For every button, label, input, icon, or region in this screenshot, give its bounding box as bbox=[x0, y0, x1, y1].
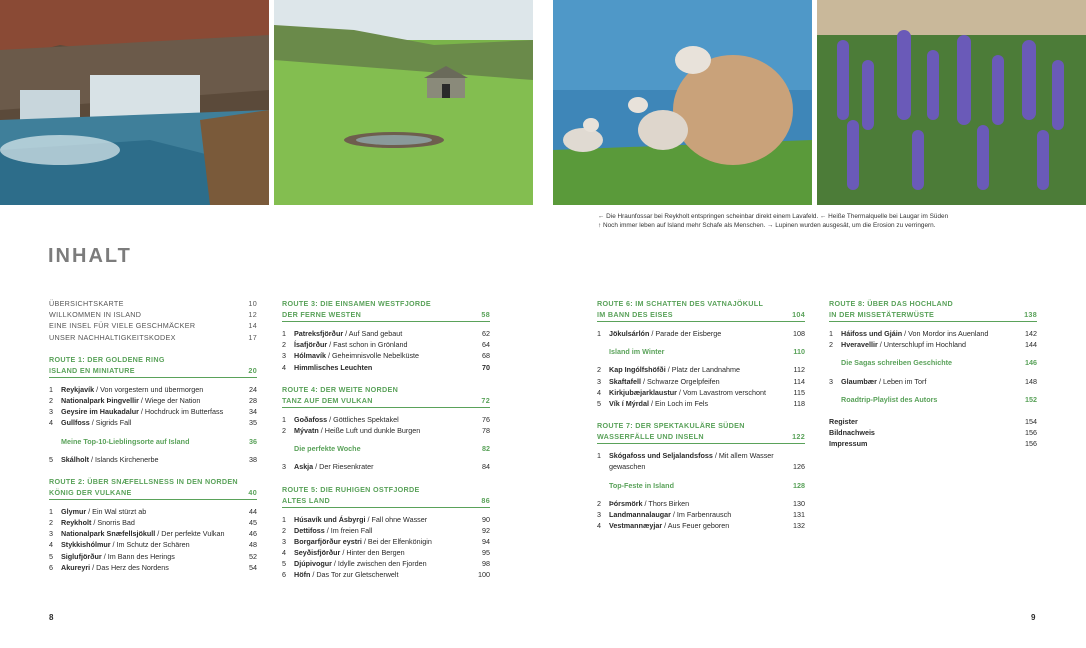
toc-entry[interactable]: 5 Skálholt / Islands Kirchenerbe 38 bbox=[49, 454, 257, 464]
toc-entry[interactable]: UNSER NACHHALTIGKEITSKODEX 17 bbox=[49, 332, 257, 342]
toc-entry[interactable]: 3 Glaumbær / Leben im Torf 148 bbox=[829, 376, 1037, 386]
photo-thermal-spring bbox=[274, 0, 533, 205]
route-5-heading[interactable]: ROUTE 5: DIE RUHIGEN OSTFJORDE ALTES LAND 86 bbox=[282, 484, 490, 508]
toc-entry[interactable]: 4 Seyðisfjörður / Hinter den Bergen 95 bbox=[282, 548, 490, 558]
caption-line: ← Die Hraunfossar bei Reykholt entspringen scheinbar direkt einem Lavafeld. ← Heiße Thermalquelle bei Laugar im Süden bbox=[598, 213, 949, 220]
toc-feature-entry[interactable]: Die perfekte Woche 82 bbox=[294, 444, 490, 454]
toc-entry[interactable]: Impressum 156 bbox=[829, 439, 1037, 449]
toc-entry[interactable]: 1 Skógafoss und Seljalandsfoss / Mit allem Wasser bbox=[597, 451, 774, 461]
toc-entry[interactable]: 2 Nationalpark Þingvellir / Wiege der Nation 28 bbox=[49, 395, 257, 405]
toc-column-4 bbox=[829, 298, 1037, 450]
toc-feature-entry[interactable]: Meine Top-10-Lieblingsorte auf Island 36 bbox=[61, 436, 257, 446]
page-title: INHALT bbox=[48, 245, 132, 267]
caption-line: ↑ Noch immer leben auf Island mehr Schafe als Menschen. → Lupinen wurden ausgesät, um die Erosion zu verringern. bbox=[598, 222, 936, 230]
front-matter bbox=[49, 298, 257, 343]
toc-entry[interactable]: WILLKOMMEN IN ISLAND 12 bbox=[49, 310, 257, 320]
photo-lupines bbox=[817, 0, 1086, 205]
toc-entry[interactable]: 1 Jökulsárlón / Parade der Eisberge 108 bbox=[597, 329, 805, 338]
route-1-heading[interactable]: ROUTE 1: DER GOLDENE RING ISLAND EN MINIATURE 20 bbox=[49, 354, 257, 378]
toc-entry[interactable]: 2 Ísafjörður / Fast schon in Grönland 64 bbox=[282, 340, 490, 350]
toc-entry[interactable]: 3 Landmannalaugar / Im Farbenrausch 131 bbox=[597, 509, 805, 519]
toc-entry[interactable]: 2 Þórsmörk / Thors Birken 130 bbox=[597, 498, 805, 508]
route-2-heading[interactable]: ROUTE 2: ÜBER SNÆFELLSNESS IN DEN NORDEN KÖNIG DER VULKANE 40 bbox=[49, 476, 257, 500]
route-7-heading[interactable]: ROUTE 7: DER SPEKTAKULÄRE SÜDEN WASSERFÄLLE UND INSELN 122 bbox=[597, 420, 805, 444]
photo-sheep bbox=[553, 0, 812, 205]
toc-entry[interactable]: 2 Mývatn / Heiße Luft und dunkle Burgen 78 bbox=[282, 425, 490, 435]
route-4-heading[interactable]: ROUTE 4: DER WEITE NORDEN TANZ AUF DEM VULKAN 72 bbox=[282, 384, 490, 408]
toc-entry[interactable]: 2 Reykholt / Snorris Bad 45 bbox=[49, 518, 257, 528]
route-6-heading[interactable]: ROUTE 6: IM SCHATTEN DES VATNAJÖKULL IM BANN DES EISES 104 bbox=[597, 298, 805, 322]
toc-entry[interactable]: 6 Akureyri / Das Herz des Nordens 54 bbox=[49, 562, 257, 572]
toc-entry-continuation[interactable]: gewaschen 126 bbox=[609, 462, 805, 472]
toc-entry[interactable]: 3 Borgarfjörður eystri / Bei der Elfenkönigin 94 bbox=[282, 536, 490, 546]
page-number-right: 9 bbox=[1031, 613, 1036, 622]
toc-entry[interactable]: 3 Geysire im Haukadalur / Hochdruck im Butterfass 34 bbox=[49, 407, 257, 417]
photo-hraunfossar bbox=[0, 0, 269, 205]
toc-entry[interactable]: 2 Dettifoss / Im freien Fall 92 bbox=[282, 525, 490, 535]
toc-entry[interactable]: 6 Höfn / Das Tor zur Gletscherwelt 100 bbox=[282, 570, 490, 580]
toc-entry[interactable]: 4 Gullfoss / Sigrids Fall 35 bbox=[49, 418, 257, 428]
toc-entry[interactable]: 5 Siglufjörður / Im Bann des Herings 52 bbox=[49, 551, 257, 561]
toc-entry[interactable]: 2 Hveravellir / Unterschlupf im Hochland 144 bbox=[829, 340, 1037, 350]
toc-entry[interactable]: EINE INSEL FÜR VIELE GESCHMÄCKER 14 bbox=[49, 321, 257, 331]
toc-entry[interactable]: 3 Nationalpark Snæfellsjökull / Der perfekte Vulkan 46 bbox=[49, 529, 257, 539]
toc-entry[interactable]: 1 Húsavík und Ásbyrgi / Fall ohne Wasser 90 bbox=[282, 514, 490, 524]
toc-entry[interactable]: 1 Reykjavík / Von vorgestern und übermorgen 24 bbox=[49, 384, 257, 394]
toc-entry[interactable]: 1 Goðafoss / Göttliches Spektakel 76 bbox=[282, 414, 490, 424]
toc-entry[interactable]: 3 Askja / Der Riesenkrater 84 bbox=[282, 462, 490, 472]
toc-feature-entry[interactable]: Island im Winter 110 bbox=[609, 347, 805, 357]
toc-entry[interactable]: 4 Stykkishólmur / Im Schutz der Schären 48 bbox=[49, 540, 257, 550]
photo-captions bbox=[598, 212, 1078, 231]
toc-entry[interactable]: Bildnachweis 156 bbox=[829, 428, 1037, 438]
toc-entry[interactable]: 2 Kap Ingólfshöfði / Platz der Landnahme 112 bbox=[597, 365, 805, 375]
toc-column-1 bbox=[49, 298, 257, 573]
toc-column-2 bbox=[282, 298, 490, 581]
toc-entry[interactable]: 4 Vestmannæyjar / Aus Feuer geboren 132 bbox=[597, 521, 805, 531]
toc-feature-entry[interactable]: Roadtrip-Playlist des Autors 152 bbox=[841, 394, 1037, 404]
toc-entry[interactable]: 5 Djúpivogur / Idylle zwischen den Fjorden 98 bbox=[282, 559, 490, 569]
toc-entry[interactable]: Register 154 bbox=[829, 416, 1037, 426]
route-8-heading[interactable]: ROUTE 8: ÜBER DAS HOCHLAND IN DER MISSETÄTERWÜSTE 138 bbox=[829, 298, 1037, 322]
back-matter bbox=[829, 416, 1037, 450]
toc-entry[interactable]: 4 Himmlisches Leuchten 70 bbox=[282, 362, 490, 372]
toc-entry[interactable]: 4 Kirkjubæjarklaustur / Vom Lavastrom verschont 115 bbox=[597, 387, 805, 397]
toc-entry[interactable]: 1 Glymur / Ein Wal stürzt ab 44 bbox=[49, 506, 257, 516]
toc-entry[interactable]: 1 Patreksfjörður / Auf Sand gebaut 62 bbox=[282, 329, 490, 338]
toc-feature-entry[interactable]: Die Sagas schreiben Geschichte 146 bbox=[841, 358, 1037, 368]
toc-column-3 bbox=[597, 298, 805, 531]
route-3-heading[interactable]: ROUTE 3: DIE EINSAMEN WESTFJORDE DER FERNE WESTEN 58 bbox=[282, 298, 490, 322]
toc-entry[interactable]: 3 Skaftafell / Schwarze Orgelpfeifen 114 bbox=[597, 376, 805, 386]
toc-entry[interactable]: ÜBERSICHTSKARTE 10 bbox=[49, 299, 257, 308]
toc-entry[interactable]: 1 Háifoss und Gjáin / Von Mordor ins Auenland 142 bbox=[829, 329, 1037, 338]
toc-feature-entry[interactable]: Top-Feste in Island 128 bbox=[609, 480, 805, 490]
page-number-left: 8 bbox=[49, 613, 54, 622]
toc-entry[interactable]: 3 Hólmavík / Geheimnisvolle Nebelküste 68 bbox=[282, 351, 490, 361]
toc-entry[interactable]: 5 Vík í Mýrdal / Ein Loch im Fels 118 bbox=[597, 398, 805, 408]
